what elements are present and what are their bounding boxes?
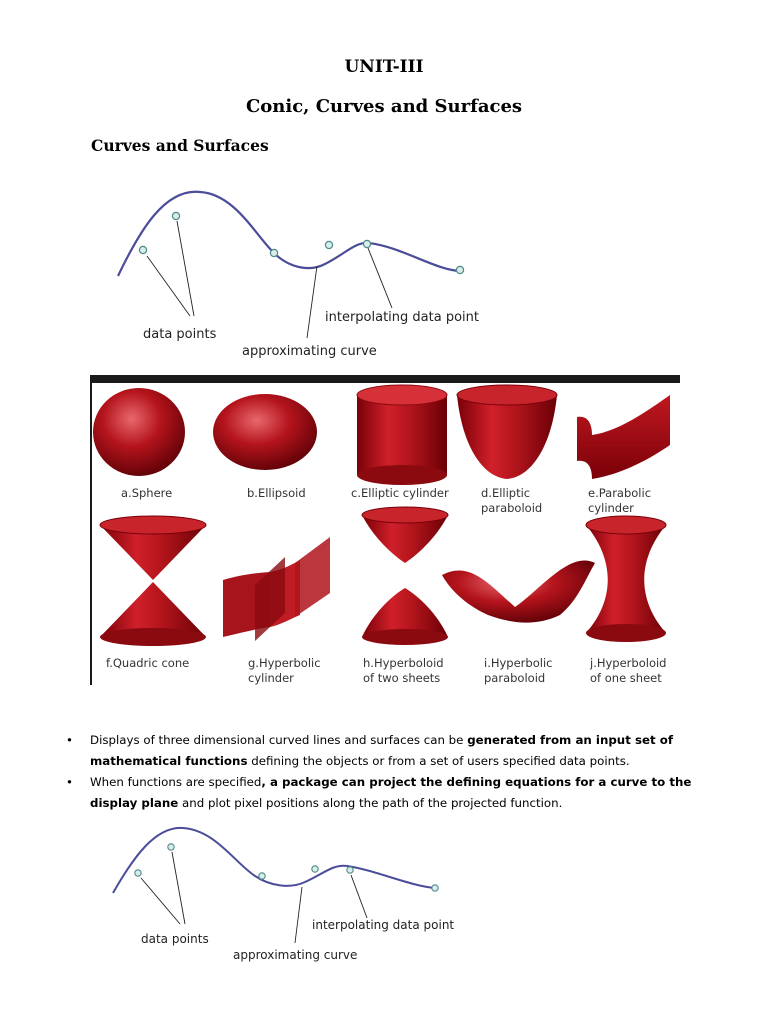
- curve-diagram-1: [110, 180, 490, 365]
- quadric-cone-shape: [100, 516, 206, 646]
- unit-heading: UNIT-III: [344, 57, 424, 77]
- page-title: Conic, Curves and Surfaces: [245, 96, 523, 117]
- surface-label-d: d.Elliptic: [481, 486, 531, 500]
- hyperboloid-one-sheet-shape: [586, 516, 666, 642]
- pointer-line: [147, 256, 190, 316]
- approximating-label: approximating curve: [233, 948, 358, 962]
- hyperbolic-paraboloid-shape: [442, 560, 595, 622]
- data-point-marker: [432, 885, 438, 891]
- ellipsoid-shape: [213, 394, 317, 470]
- approximating-curve: [113, 828, 435, 893]
- data-points-label: data points: [143, 327, 217, 342]
- approximating-label: approximating curve: [242, 344, 377, 359]
- sphere-shape: [93, 388, 185, 476]
- data-point-marker: [168, 844, 174, 850]
- surface-label-c: c.Elliptic cylinder: [351, 486, 449, 500]
- pointer-line: [295, 887, 302, 943]
- data-point-marker: [325, 241, 332, 248]
- bullet-text: and plot pixel positions along the path of the projected function.: [178, 796, 563, 810]
- data-point-marker: [270, 249, 277, 256]
- bullet-text: When functions are specified: [90, 775, 262, 789]
- surface-label-i-2: paraboloid: [484, 671, 546, 685]
- curve-diagram-2: [105, 818, 465, 968]
- figure-left-edge: [90, 383, 92, 685]
- pointer-line: [351, 875, 367, 918]
- section-heading: Curves and Surfaces: [91, 136, 269, 155]
- interpolating-label: interpolating data point: [312, 918, 455, 932]
- surface-label-j: j.Hyperboloid: [590, 656, 667, 670]
- data-point-marker: [363, 240, 370, 247]
- surface-label-e: e.Parabolic: [588, 486, 652, 500]
- bullet-text: Displays of three dimensional curved lines and surfaces can be: [90, 733, 468, 747]
- surface-label-a: a.Sphere: [121, 486, 173, 500]
- data-point-marker: [456, 266, 463, 273]
- quadric-surfaces-figure: [90, 375, 680, 685]
- figure-top-bar: [90, 375, 680, 383]
- surface-label-g: g.Hyperbolic: [248, 656, 321, 670]
- bullet-bold-text: generated from an input set of mathematical functions: [90, 733, 673, 768]
- interpolating-label: interpolating data point: [325, 310, 479, 325]
- bullet-item: [66, 730, 706, 772]
- elliptic-cylinder-shape: [357, 385, 447, 485]
- bullet-bold-text: , a package can project the defining equations for a curve to the display plane: [90, 775, 692, 810]
- surface-label-e-2: cylinder: [588, 501, 634, 515]
- surface-label-j-2: of one sheet: [590, 671, 662, 685]
- elliptic-paraboloid-shape: [457, 385, 557, 479]
- bullet-dot-icon: •: [66, 733, 73, 747]
- surface-label-b: b.Ellipsoid: [247, 486, 306, 500]
- data-points-label: data points: [141, 932, 209, 946]
- bullet-item: [66, 772, 706, 814]
- pointer-line: [172, 852, 185, 924]
- surface-label-d-2: paraboloid: [481, 501, 543, 515]
- pointer-line: [368, 248, 392, 308]
- approximating-curve: [118, 192, 460, 276]
- pointer-line: [307, 266, 317, 338]
- data-point-marker: [312, 866, 318, 872]
- surface-label-f: f.Quadric cone: [106, 656, 190, 670]
- data-point-marker: [347, 867, 353, 873]
- surface-label-i: i.Hyperbolic: [484, 656, 553, 670]
- parabolic-cylinder-shape: [577, 395, 670, 479]
- bullet-text: defining the objects or from a set of users specified data points.: [247, 754, 630, 768]
- hyperbolic-cylinder-shape: [223, 537, 330, 641]
- data-point-marker: [135, 870, 141, 876]
- pointer-line: [141, 878, 180, 924]
- data-point-marker: [259, 873, 265, 879]
- bullet-list: [66, 730, 706, 814]
- bullet-dot-icon: •: [66, 775, 73, 789]
- hyperboloid-two-sheets-shape: [362, 507, 448, 645]
- data-point-marker: [172, 212, 179, 219]
- surface-label-g-2: cylinder: [248, 671, 294, 685]
- surface-label-h-2: of two sheets: [363, 671, 441, 685]
- data-point-marker: [139, 246, 146, 253]
- surface-label-h: h.Hyperboloid: [363, 656, 444, 670]
